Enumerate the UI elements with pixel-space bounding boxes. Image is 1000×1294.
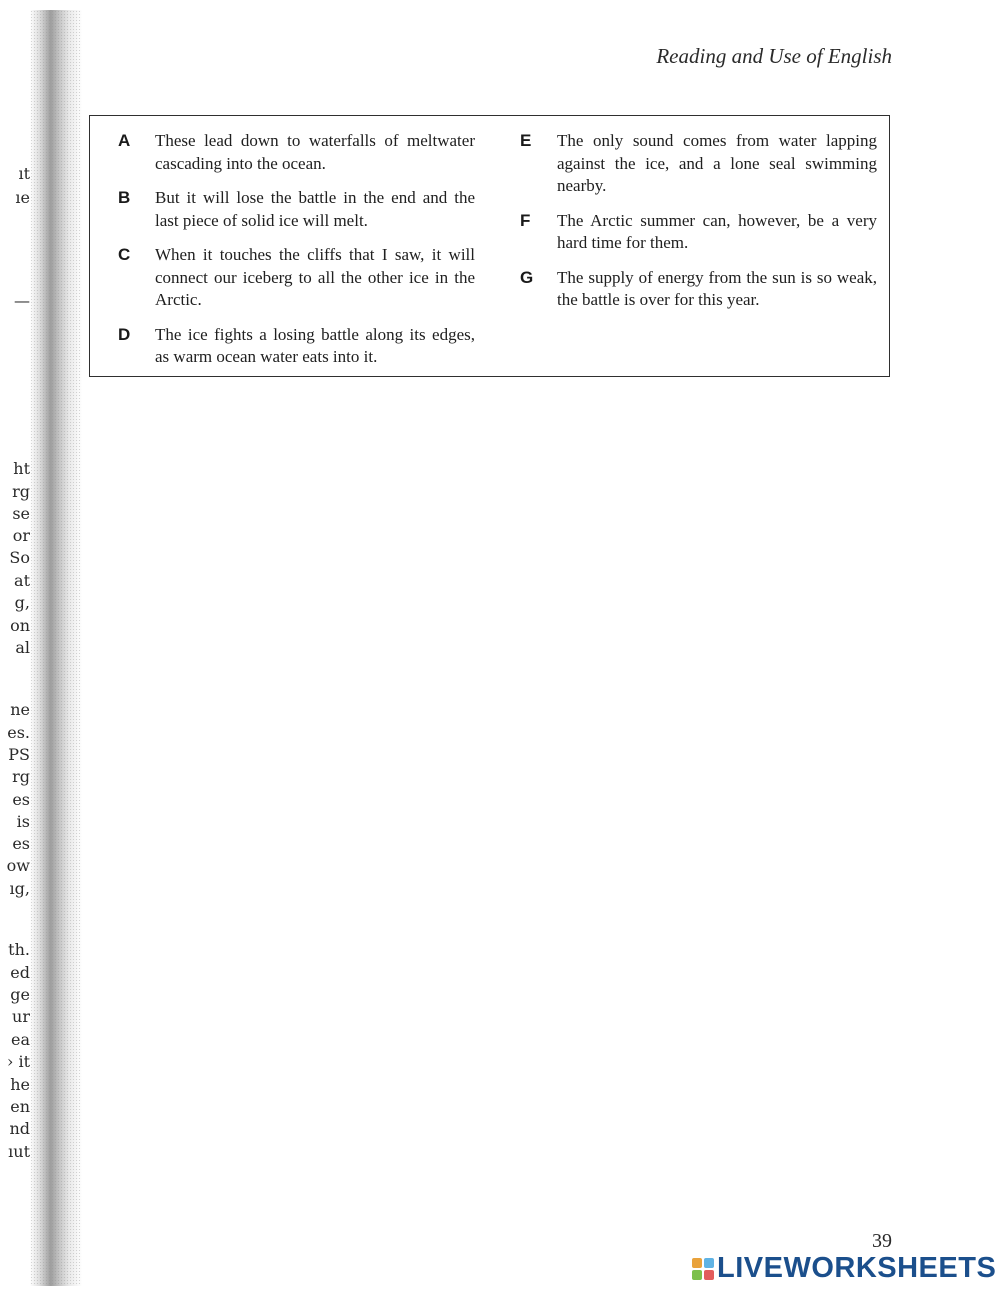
margin-fragment: So — [9, 549, 30, 567]
margin-fragment: nd — [9, 1120, 30, 1138]
option-f — [520, 210, 880, 255]
option-letter: B — [118, 188, 131, 207]
options-column-left — [118, 130, 478, 381]
option-text: When it touches the cliffs that I saw, it will connect our iceberg to all the other ice in the Arctic. — [155, 245, 475, 309]
option-g — [520, 267, 880, 312]
margin-fragment: rg — [12, 483, 30, 501]
margin-fragment: at — [14, 572, 30, 590]
margin-fragment: ge — [10, 986, 30, 1004]
liveworksheets-icon — [692, 1258, 714, 1280]
option-letter: E — [520, 131, 532, 150]
option-e — [520, 130, 880, 198]
section-header: Reading and Use of English — [656, 44, 892, 68]
logo-tile — [704, 1258, 714, 1268]
option-letter: G — [520, 267, 534, 287]
margin-fragment: es — [12, 791, 30, 809]
margin-fragment: on — [10, 617, 30, 635]
option-text: The only sound comes from water lapping against the ice, and a lone seal swimming nearby. — [557, 131, 877, 195]
margin-fragment: th. — [8, 941, 30, 959]
option-letter: F — [520, 210, 531, 230]
margin-fragment: or — [12, 527, 30, 545]
option-text: But it will lose the battle in the end and the last piece of solid ice will melt. — [155, 188, 475, 230]
margin-fragment: he — [10, 1076, 30, 1094]
margin-fragment: al — [15, 639, 30, 657]
option-text: The Arctic summer can, however, be a very hard time for them. — [557, 210, 877, 252]
liveworksheets-logo — [692, 1252, 996, 1285]
previous-page-margin — [0, 0, 30, 1294]
option-text: These lead down to waterfalls of meltwater cascading into the ocean. — [155, 131, 475, 173]
page-number: 39 — [872, 1230, 892, 1252]
margin-fragment: g, — [14, 594, 30, 612]
margin-fragment: es. — [7, 724, 30, 742]
book-spine-shadow — [30, 10, 82, 1286]
option-letter: D — [118, 324, 131, 344]
option-a — [118, 130, 478, 175]
option-letter: A — [118, 131, 131, 150]
logo-tile — [704, 1270, 714, 1280]
logo-tile — [692, 1270, 702, 1280]
margin-fragment: is — [16, 813, 30, 831]
margin-fragment: ed — [10, 964, 30, 982]
option-text: The ice fights a losing battle along its edges, as warm ocean water eats into it. — [155, 324, 475, 366]
option-text: The supply of energy from the sun is so weak, the battle is over for this year. — [557, 267, 877, 309]
margin-fragment: ıut — [8, 1143, 30, 1161]
margin-fragment: ıe — [15, 189, 30, 207]
logo-tile — [692, 1258, 702, 1268]
margin-fragment: ur — [12, 1008, 30, 1026]
brand-wordmark: LIVEWORKSHEETS — [717, 1252, 997, 1284]
option-c — [118, 244, 478, 312]
margin-fragment: ea — [10, 1031, 30, 1049]
options-column-right — [520, 130, 880, 324]
margin-fragment: ow — [6, 857, 30, 875]
margin-fragment: es — [12, 835, 30, 853]
margin-fragment: en — [10, 1098, 30, 1116]
option-b — [118, 187, 478, 232]
option-d — [118, 324, 478, 369]
margin-fragment: ıt — [18, 165, 30, 183]
margin-fragment: se — [12, 505, 30, 523]
margin-fragment: ıg, — [9, 880, 30, 898]
margin-fragment: ne — [10, 701, 30, 719]
options-box — [89, 115, 890, 377]
margin-fragment: PS — [8, 746, 30, 764]
margin-fragment: rg — [12, 768, 30, 786]
margin-fragment: › it — [6, 1053, 30, 1071]
margin-fragment: ht — [13, 460, 30, 478]
option-letter: C — [118, 245, 131, 264]
margin-fragment: — — [14, 292, 30, 310]
